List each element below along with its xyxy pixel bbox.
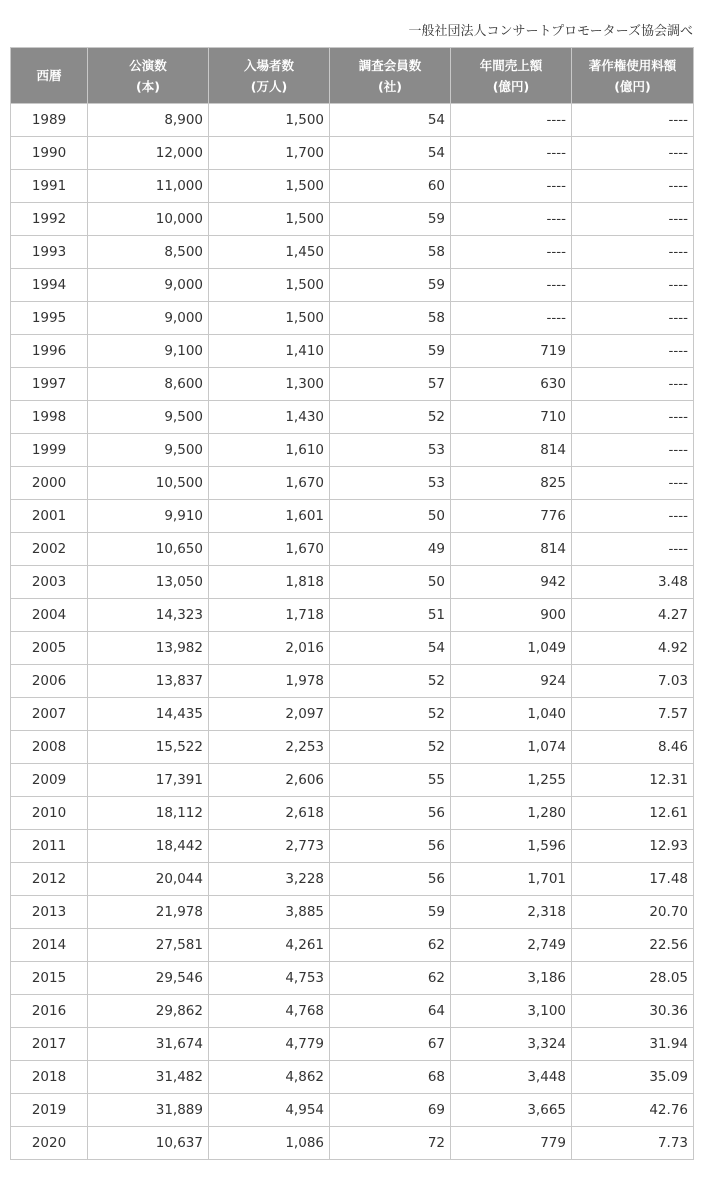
attendance-cell: 1,610 <box>209 434 330 467</box>
year-cell: 2020 <box>11 1127 88 1160</box>
performances-cell: 8,900 <box>88 104 209 137</box>
royalties-cell: ---- <box>572 302 694 335</box>
table-row <box>11 335 694 368</box>
royalties-cell: 8.46 <box>572 731 694 764</box>
annual-sales-cell: 3,665 <box>451 1094 572 1127</box>
table-row <box>11 698 694 731</box>
year-cell: 2018 <box>11 1061 88 1094</box>
annual-sales-cell: 779 <box>451 1127 572 1160</box>
performances-cell: 9,910 <box>88 500 209 533</box>
attendance-cell: 1,818 <box>209 566 330 599</box>
table-row <box>11 929 694 962</box>
royalties-cell: 35.09 <box>572 1061 694 1094</box>
royalties-cell: ---- <box>572 434 694 467</box>
members-cell: 56 <box>330 797 451 830</box>
members-cell: 59 <box>330 896 451 929</box>
annual-sales-cell: ---- <box>451 104 572 137</box>
members-cell: 57 <box>330 368 451 401</box>
performances-cell: 10,637 <box>88 1127 209 1160</box>
annual-sales-cell: ---- <box>451 137 572 170</box>
annual-sales-cell: ---- <box>451 269 572 302</box>
royalties-cell: 17.48 <box>572 863 694 896</box>
table-row <box>11 1127 694 1160</box>
members-cell: 59 <box>330 269 451 302</box>
year-cell: 2009 <box>11 764 88 797</box>
royalties-cell: 12.31 <box>572 764 694 797</box>
members-cell: 52 <box>330 401 451 434</box>
members-cell: 54 <box>330 137 451 170</box>
members-cell: 49 <box>330 533 451 566</box>
year-cell: 2007 <box>11 698 88 731</box>
year-cell: 2006 <box>11 665 88 698</box>
members-cell: 54 <box>330 104 451 137</box>
annual-sales-cell: 1,040 <box>451 698 572 731</box>
members-cell: 59 <box>330 203 451 236</box>
table-row <box>11 236 694 269</box>
annual-sales-cell: 1,074 <box>451 731 572 764</box>
year-cell: 2002 <box>11 533 88 566</box>
header-year-label: 西暦 <box>36 68 62 83</box>
members-cell: 72 <box>330 1127 451 1160</box>
performances-cell: 11,000 <box>88 170 209 203</box>
header-members-unit: (社) <box>378 78 402 94</box>
annual-sales-cell: 1,049 <box>451 632 572 665</box>
attendance-cell: 1,500 <box>209 170 330 203</box>
members-cell: 62 <box>330 929 451 962</box>
performances-cell: 8,600 <box>88 368 209 401</box>
annual-sales-cell: 776 <box>451 500 572 533</box>
table-row <box>11 1028 694 1061</box>
performances-cell: 31,482 <box>88 1061 209 1094</box>
annual-sales-cell: 710 <box>451 401 572 434</box>
year-cell: 2015 <box>11 962 88 995</box>
performances-cell: 12,000 <box>88 137 209 170</box>
performances-cell: 31,674 <box>88 1028 209 1061</box>
header-performances-unit: (本) <box>136 78 160 94</box>
attendance-cell: 1,718 <box>209 599 330 632</box>
performances-cell: 18,442 <box>88 830 209 863</box>
attendance-cell: 2,097 <box>209 698 330 731</box>
annual-sales-cell: ---- <box>451 203 572 236</box>
statistics-table <box>10 47 694 1160</box>
year-cell: 1995 <box>11 302 88 335</box>
annual-sales-cell: ---- <box>451 170 572 203</box>
royalties-cell: 4.27 <box>572 599 694 632</box>
annual-sales-cell: 825 <box>451 467 572 500</box>
header-year <box>11 48 88 104</box>
royalties-cell: ---- <box>572 368 694 401</box>
table-row <box>11 830 694 863</box>
performances-cell: 9,000 <box>88 269 209 302</box>
performances-cell: 10,000 <box>88 203 209 236</box>
royalties-cell: ---- <box>572 500 694 533</box>
attendance-cell: 1,978 <box>209 665 330 698</box>
annual-sales-cell: 900 <box>451 599 572 632</box>
annual-sales-cell: 2,318 <box>451 896 572 929</box>
table-row <box>11 566 694 599</box>
royalties-cell: ---- <box>572 137 694 170</box>
table-row <box>11 137 694 170</box>
table-row <box>11 170 694 203</box>
table-row <box>11 467 694 500</box>
members-cell: 55 <box>330 764 451 797</box>
table-row <box>11 632 694 665</box>
year-cell: 1997 <box>11 368 88 401</box>
year-cell: 2019 <box>11 1094 88 1127</box>
members-cell: 58 <box>330 236 451 269</box>
annual-sales-cell: 924 <box>451 665 572 698</box>
annual-sales-cell: 1,255 <box>451 764 572 797</box>
performances-cell: 14,435 <box>88 698 209 731</box>
year-cell: 2013 <box>11 896 88 929</box>
attendance-cell: 1,500 <box>209 302 330 335</box>
performances-cell: 21,978 <box>88 896 209 929</box>
annual-sales-cell: 719 <box>451 335 572 368</box>
table-row <box>11 401 694 434</box>
royalties-cell: 28.05 <box>572 962 694 995</box>
attendance-cell: 4,862 <box>209 1061 330 1094</box>
annual-sales-cell: 1,280 <box>451 797 572 830</box>
header-row <box>11 48 694 104</box>
annual-sales-cell: 1,701 <box>451 863 572 896</box>
attendance-cell: 2,773 <box>209 830 330 863</box>
header-attendance-unit: (万人) <box>250 78 288 94</box>
year-cell: 1996 <box>11 335 88 368</box>
members-cell: 51 <box>330 599 451 632</box>
members-cell: 68 <box>330 1061 451 1094</box>
royalties-cell: 20.70 <box>572 896 694 929</box>
members-cell: 62 <box>330 962 451 995</box>
performances-cell: 29,862 <box>88 995 209 1028</box>
annual-sales-cell: 630 <box>451 368 572 401</box>
royalties-cell: ---- <box>572 269 694 302</box>
year-cell: 1994 <box>11 269 88 302</box>
table-row <box>11 896 694 929</box>
annual-sales-cell: 3,186 <box>451 962 572 995</box>
table-row <box>11 203 694 236</box>
attendance-cell: 2,253 <box>209 731 330 764</box>
royalties-cell: ---- <box>572 335 694 368</box>
table-row <box>11 1061 694 1094</box>
attendance-cell: 4,768 <box>209 995 330 1028</box>
members-cell: 53 <box>330 434 451 467</box>
attendance-cell: 3,885 <box>209 896 330 929</box>
members-cell: 54 <box>330 632 451 665</box>
annual-sales-cell: 3,100 <box>451 995 572 1028</box>
royalties-cell: 12.93 <box>572 830 694 863</box>
year-cell: 2008 <box>11 731 88 764</box>
members-cell: 53 <box>330 467 451 500</box>
royalties-cell: ---- <box>572 203 694 236</box>
performances-cell: 14,323 <box>88 599 209 632</box>
royalties-cell: 7.03 <box>572 665 694 698</box>
attendance-cell: 1,430 <box>209 401 330 434</box>
attendance-cell: 1,500 <box>209 104 330 137</box>
year-cell: 2011 <box>11 830 88 863</box>
attendance-cell: 4,261 <box>209 929 330 962</box>
performances-cell: 17,391 <box>88 764 209 797</box>
members-cell: 56 <box>330 863 451 896</box>
table-row <box>11 1094 694 1127</box>
royalties-cell: 42.76 <box>572 1094 694 1127</box>
members-cell: 52 <box>330 665 451 698</box>
royalties-cell: ---- <box>572 401 694 434</box>
royalties-cell: 30.36 <box>572 995 694 1028</box>
attendance-cell: 1,601 <box>209 500 330 533</box>
header-performances <box>88 48 209 104</box>
header-annual-sales <box>451 48 572 104</box>
attendance-cell: 1,500 <box>209 203 330 236</box>
royalties-cell: ---- <box>572 104 694 137</box>
performances-cell: 9,500 <box>88 434 209 467</box>
attendance-cell: 1,700 <box>209 137 330 170</box>
attendance-cell: 4,954 <box>209 1094 330 1127</box>
annual-sales-cell: 814 <box>451 434 572 467</box>
table-row <box>11 533 694 566</box>
performances-cell: 9,000 <box>88 302 209 335</box>
header-royalties <box>572 48 694 104</box>
members-cell: 58 <box>330 302 451 335</box>
year-cell: 1998 <box>11 401 88 434</box>
year-cell: 1991 <box>11 170 88 203</box>
table-row <box>11 599 694 632</box>
header-royalties-unit: (億円) <box>614 78 651 94</box>
members-cell: 64 <box>330 995 451 1028</box>
members-cell: 50 <box>330 566 451 599</box>
year-cell: 2012 <box>11 863 88 896</box>
annual-sales-cell: 1,596 <box>451 830 572 863</box>
attendance-cell: 1,086 <box>209 1127 330 1160</box>
annual-sales-cell: ---- <box>451 302 572 335</box>
performances-cell: 27,581 <box>88 929 209 962</box>
performances-cell: 15,522 <box>88 731 209 764</box>
table-row <box>11 797 694 830</box>
header-attendance <box>209 48 330 104</box>
performances-cell: 13,050 <box>88 566 209 599</box>
table-row <box>11 665 694 698</box>
performances-cell: 18,112 <box>88 797 209 830</box>
performances-cell: 8,500 <box>88 236 209 269</box>
members-cell: 52 <box>330 698 451 731</box>
royalties-cell: 4.92 <box>572 632 694 665</box>
members-cell: 52 <box>330 731 451 764</box>
year-cell: 2001 <box>11 500 88 533</box>
performances-cell: 13,982 <box>88 632 209 665</box>
year-cell: 1999 <box>11 434 88 467</box>
performances-cell: 9,100 <box>88 335 209 368</box>
year-cell: 2016 <box>11 995 88 1028</box>
year-cell: 2010 <box>11 797 88 830</box>
table-row <box>11 995 694 1028</box>
royalties-cell: ---- <box>572 170 694 203</box>
performances-cell: 9,500 <box>88 401 209 434</box>
table-row <box>11 269 694 302</box>
year-cell: 1989 <box>11 104 88 137</box>
annual-sales-cell: ---- <box>451 236 572 269</box>
source-note: 一般社団法人コンサートプロモーターズ協会調べ <box>408 24 693 39</box>
header-members-label: 調査会員数 <box>358 57 422 73</box>
annual-sales-cell: 3,448 <box>451 1061 572 1094</box>
attendance-cell: 1,410 <box>209 335 330 368</box>
year-cell: 1992 <box>11 203 88 236</box>
members-cell: 59 <box>330 335 451 368</box>
attendance-cell: 1,500 <box>209 269 330 302</box>
attendance-cell: 1,670 <box>209 467 330 500</box>
attendance-cell: 1,450 <box>209 236 330 269</box>
royalties-cell: 31.94 <box>572 1028 694 1061</box>
table-header <box>11 48 694 104</box>
attendance-cell: 2,618 <box>209 797 330 830</box>
header-annual-sales-label: 年間売上額 <box>479 57 543 73</box>
attendance-cell: 2,606 <box>209 764 330 797</box>
members-cell: 69 <box>330 1094 451 1127</box>
performances-cell: 31,889 <box>88 1094 209 1127</box>
table-row <box>11 764 694 797</box>
table-row <box>11 434 694 467</box>
attendance-cell: 4,779 <box>209 1028 330 1061</box>
annual-sales-cell: 814 <box>451 533 572 566</box>
header-performances-label: 公演数 <box>129 57 167 73</box>
royalties-cell: 12.61 <box>572 797 694 830</box>
table-body <box>11 104 694 1160</box>
header-attendance-label: 入場者数 <box>243 57 294 73</box>
table-row <box>11 104 694 137</box>
header-members <box>330 48 451 104</box>
attendance-cell: 1,300 <box>209 368 330 401</box>
performances-cell: 10,650 <box>88 533 209 566</box>
annual-sales-cell: 2,749 <box>451 929 572 962</box>
year-cell: 2014 <box>11 929 88 962</box>
year-cell: 1993 <box>11 236 88 269</box>
table-row <box>11 500 694 533</box>
year-cell: 2017 <box>11 1028 88 1061</box>
members-cell: 50 <box>330 500 451 533</box>
header-royalties-label: 著作権使用料額 <box>588 57 677 73</box>
performances-cell: 13,837 <box>88 665 209 698</box>
royalties-cell: ---- <box>572 467 694 500</box>
royalties-cell: 3.48 <box>572 566 694 599</box>
header-annual-sales-unit: (億円) <box>492 78 530 94</box>
performances-cell: 10,500 <box>88 467 209 500</box>
table-row <box>11 368 694 401</box>
year-cell: 2000 <box>11 467 88 500</box>
members-cell: 56 <box>330 830 451 863</box>
annual-sales-cell: 3,324 <box>451 1028 572 1061</box>
year-cell: 2003 <box>11 566 88 599</box>
attendance-cell: 1,670 <box>209 533 330 566</box>
table-row <box>11 731 694 764</box>
members-cell: 60 <box>330 170 451 203</box>
table-row <box>11 302 694 335</box>
members-cell: 67 <box>330 1028 451 1061</box>
table-row <box>11 962 694 995</box>
attendance-cell: 3,228 <box>209 863 330 896</box>
attendance-cell: 2,016 <box>209 632 330 665</box>
attendance-cell: 4,753 <box>209 962 330 995</box>
year-cell: 2004 <box>11 599 88 632</box>
annual-sales-cell: 942 <box>451 566 572 599</box>
royalties-cell: ---- <box>572 533 694 566</box>
royalties-cell: 7.57 <box>572 698 694 731</box>
year-cell: 1990 <box>11 137 88 170</box>
table-row <box>11 863 694 896</box>
royalties-cell: ---- <box>572 236 694 269</box>
performances-cell: 20,044 <box>88 863 209 896</box>
performances-cell: 29,546 <box>88 962 209 995</box>
year-cell: 2005 <box>11 632 88 665</box>
royalties-cell: 7.73 <box>572 1127 694 1160</box>
royalties-cell: 22.56 <box>572 929 694 962</box>
